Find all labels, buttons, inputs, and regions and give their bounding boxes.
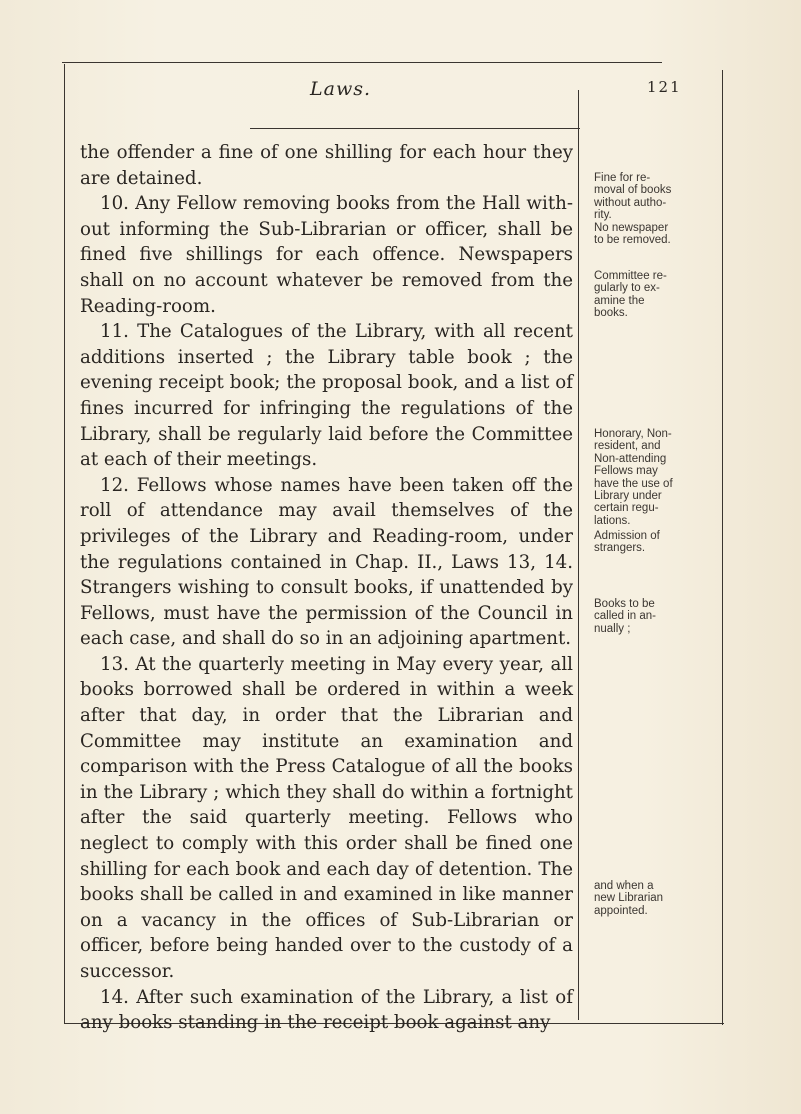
paragraph-law-13: 13. At the quarterly meeting in May every year, all books borrowed shall be ordered in within a week after that day, in order that the Librarian and Committee may institute an examination and comparison with the Press Catalogue of all the books in the Library ; which they shall do within a fortnight after the said quarterly meeting. Fellows who neglect to comply with this order shall be fined one shilling for each book and each day of detention. The books shall be called in and examined in like manner on a vacancy in the offices of Sub-Librarian or officer, before being handed over to the custody of a successor. <box>80 653 573 982</box>
margin-note-newspaper: No newspaper to be removed. <box>594 222 671 247</box>
left-rule <box>64 64 65 1024</box>
paragraph-law-14: 14. After such examination of the Library, a list of any books standing in the receipt book against any <box>80 986 573 1034</box>
paragraph-continued: the offender a fine of one shilling for each hour they are detained. <box>80 142 573 189</box>
body-text <box>80 140 573 1036</box>
margin-note-strangers: Admission of strangers. <box>594 530 660 555</box>
paragraph-law-10: 10. Any Fellow removing books from the Hall with-out informing the Sub-Librarian or officer, shall be fined five shillings for each offence. Newspapers shall on no account whatever be removed from the Reading-room. <box>80 193 573 317</box>
paragraph-law-11: 11. The Catalogues of the Library, with all recent additions inserted ; the Library table book ; the evening receipt book; the proposal book, and a list of fines incurred for infringing the regulations of the Library, shall be regularly laid before the Committee at each of their meetings. <box>80 321 573 471</box>
running-head: Laws. <box>310 78 371 100</box>
column-rule <box>578 90 579 1020</box>
margin-note-committee: Committee re- gularly to ex- amine the books. <box>594 270 667 320</box>
paragraph-law-12: 12. Fellows whose names have been taken off the roll of attendance may avail themselves of the privileges of the Library and Reading-room, under the regulations contained in Chap. II., Laws 13, 14. Strangers wishing to consult books, if unattended by Fellows, must have the permission of the Council in each case, and shall do so in an adjoining apartment. <box>80 474 573 650</box>
header-rule <box>250 128 580 129</box>
page-number: 121 <box>647 78 682 96</box>
margin-note-books-called: Books to be called in an- nually ; <box>594 598 657 635</box>
right-edge-rule <box>722 70 723 1025</box>
margin-note-honorary: Honorary, Non- resident, and Non-attending Fellows may have the use of Library under certain regu- lations. <box>594 428 673 527</box>
top-rule <box>62 62 662 63</box>
margin-note-fine: Fine for re- moval of books without autho- rity. <box>594 172 672 222</box>
margin-note-librarian: and when a new Librarian appointed. <box>594 880 664 917</box>
